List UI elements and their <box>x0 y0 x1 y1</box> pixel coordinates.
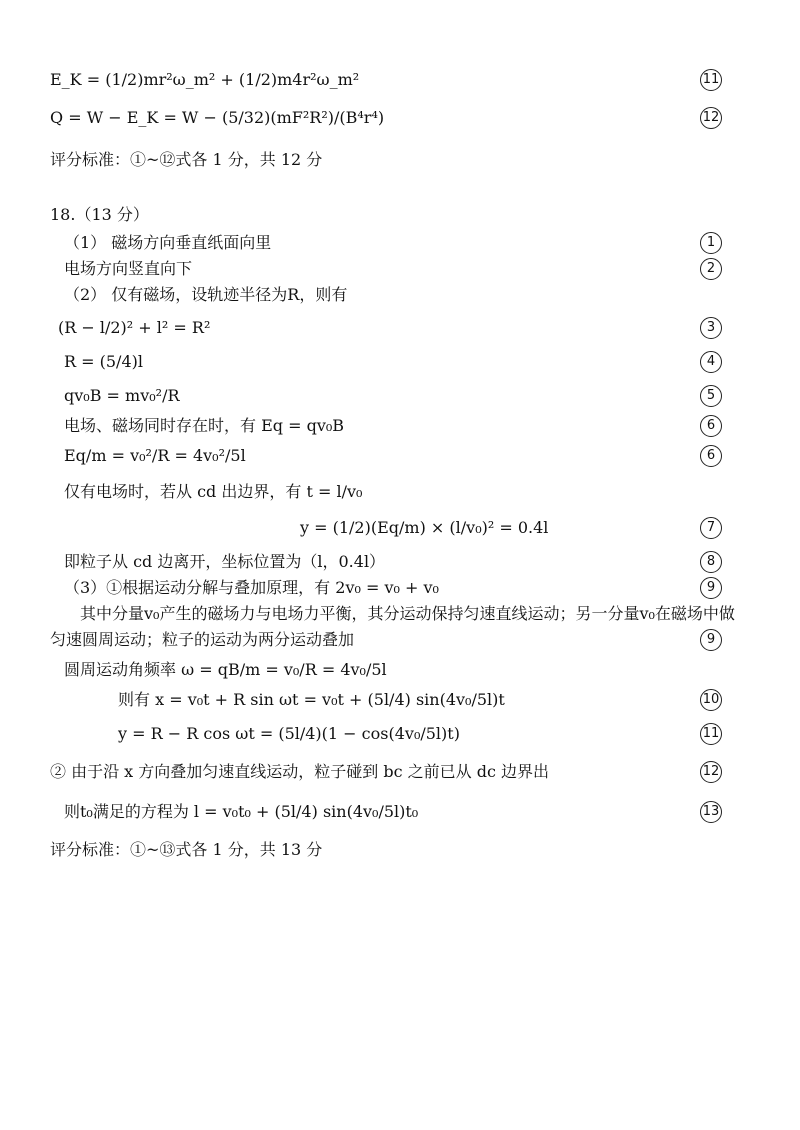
line-text: （2） 仅有磁场，设轨迹半径为R，则有 <box>64 285 348 304</box>
line-text: R = (5/4)l <box>64 352 143 371</box>
line-text: 电场方向竖直向下 <box>64 259 193 278</box>
equation-number-badge: 9 <box>700 629 722 651</box>
line-text: qv₀B = mv₀²/R <box>64 386 180 405</box>
equation-number-badge: 6 <box>700 445 722 467</box>
line-text: 则t₀满足的方程为 l = v₀t₀ + (5l/4) sin(4v₀/5l)t₀ <box>64 802 419 821</box>
equation-number-badge: 8 <box>700 551 722 573</box>
line-text: Eq/m = v₀²/R = 4v₀²/5l <box>64 446 246 465</box>
line-text: 评分标准：①~⑬式各 1 分，共 13 分 <box>50 840 323 859</box>
line-text: 评分标准：①~⑫式各 1 分，共 12 分 <box>50 150 323 169</box>
line-text: 圆周运动角频率 ω = qB/m = v₀/R = 4v₀/5l <box>64 660 387 679</box>
line-text: E_K = (1/2)mr²ω_m² + (1/2)m4r²ω_m² <box>50 70 360 89</box>
equation-number-badge: 7 <box>700 517 722 539</box>
line-text: 18.（13 分） <box>50 205 149 224</box>
equation-number-badge: 6 <box>700 415 722 437</box>
line-text: 电场、磁场同时存在时，有 Eq = qv₀B <box>64 416 345 435</box>
line-text: Q = W − E_K = W − (5/32)(mF²R²)/(B⁴r⁴) <box>50 108 385 127</box>
equation-number-badge: 2 <box>700 258 722 280</box>
line-text: （1） 磁场方向垂直纸面向里 <box>64 233 272 252</box>
line-text: （3）①根据运动分解与叠加原理，有 2v₀ = v₀ + v₀ <box>64 578 439 597</box>
equation-number-badge: 11 <box>700 69 722 91</box>
equation-number-badge: 4 <box>700 351 722 373</box>
line-text: 则有 x = v₀t + R sin ωt = v₀t + (5l/4) sin(4v₀/5l)t <box>118 690 505 709</box>
equation-number-badge: 13 <box>700 801 722 823</box>
line-text: 匀速圆周运动；粒子的运动为两分运动叠加 <box>50 630 355 649</box>
equation-number-badge: 12 <box>700 107 722 129</box>
equation-number-badge: 3 <box>700 317 722 339</box>
line-text: (R − l/2)² + l² = R² <box>58 318 211 337</box>
equation-number-badge: 1 <box>700 232 722 254</box>
equation-number-badge: 12 <box>700 761 722 783</box>
equation-number-badge: 9 <box>700 577 722 599</box>
equation-number-badge: 10 <box>700 689 722 711</box>
line-text: y = (1/2)(Eq/m) × (l/v₀)² = 0.4l <box>300 518 549 537</box>
line-text: 其中分量v₀产生的磁场力与电场力平衡，其分运动保持匀速直线运动；另一分量v₀在磁场中做 <box>80 604 735 623</box>
line-text: ② 由于沿 x 方向叠加匀速直线运动，粒子碰到 bc 之前已从 dc 边界出 <box>50 762 550 781</box>
equation-number-badge: 11 <box>700 723 722 745</box>
equation-number-badge: 5 <box>700 385 722 407</box>
line-text: 即粒子从 cd 边离开，坐标位置为（l，0.4l） <box>64 552 386 571</box>
line-text: 仅有电场时，若从 cd 出边界，有 t = l/v₀ <box>64 482 363 501</box>
line-text: y = R − R cos ωt = (5l/4)(1 − cos(4v₀/5l)t) <box>118 724 460 743</box>
